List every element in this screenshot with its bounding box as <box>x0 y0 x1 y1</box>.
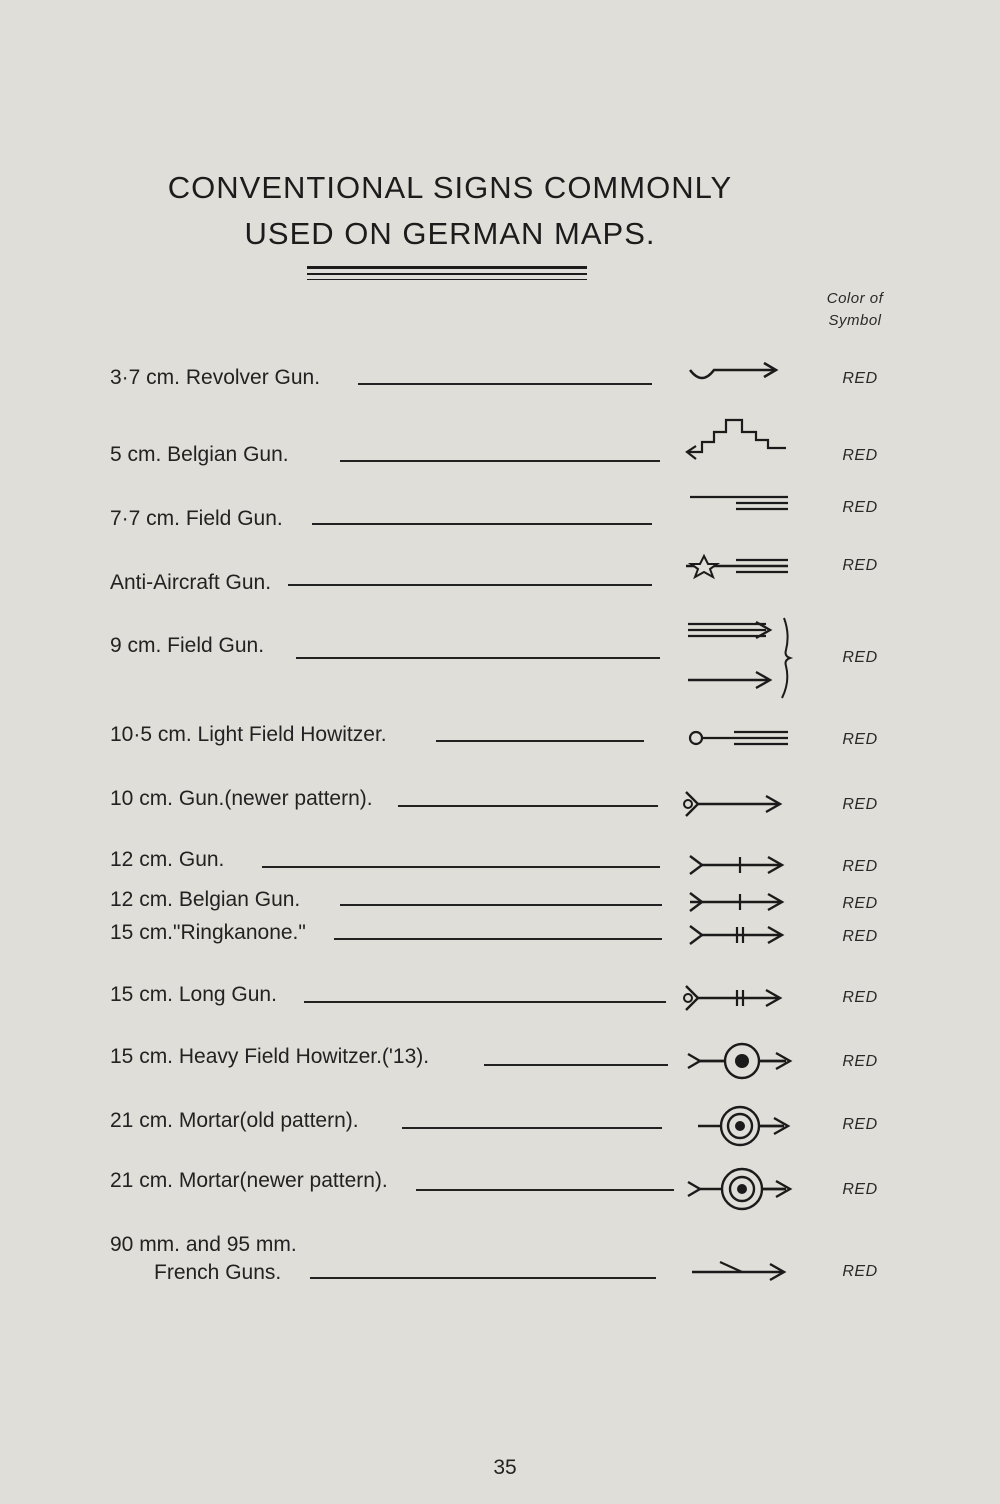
page-number: 35 <box>493 1456 517 1479</box>
leader-line <box>304 1001 666 1003</box>
row-label: 3·7 cm. Revolver Gun. <box>110 366 321 389</box>
leader-line <box>436 740 644 742</box>
page-title-line-2: USED ON GERMAN MAPS. <box>244 216 656 251</box>
row-label: 9 cm. Field Gun. <box>110 634 265 657</box>
leader-line <box>340 904 662 906</box>
symbol-color: RED <box>842 989 878 1006</box>
symbol-color: RED <box>842 928 878 945</box>
row-label: 10·5 cm. Light Field Howitzer. <box>110 723 387 746</box>
french-guns-icon <box>690 1258 790 1286</box>
row-label: 15 cm. Long Gun. <box>110 983 277 1006</box>
nine-cm-field-gun-icon <box>686 614 796 704</box>
row-label-continued: French Guns. <box>154 1261 282 1284</box>
symbol-color: RED <box>842 1181 878 1198</box>
color-column-header-line-2: Symbol <box>828 312 882 329</box>
symbol-color: RED <box>842 731 878 748</box>
color-column-header-line-1: Color of <box>826 290 884 307</box>
leader-line <box>484 1064 668 1066</box>
symbol-color: RED <box>842 499 878 516</box>
row-label: 12 cm. Gun. <box>110 848 225 871</box>
row-label: 10 cm. Gun.(newer pattern). <box>110 787 373 810</box>
row-label: 21 cm. Mortar(old pattern). <box>110 1109 359 1132</box>
leader-line <box>358 383 652 385</box>
symbol-color: RED <box>842 1263 878 1280</box>
mortar-newer-icon <box>686 1166 796 1212</box>
row-label: 15 cm. Heavy Field Howitzer.('13). <box>110 1045 430 1068</box>
symbol-color: RED <box>842 447 878 464</box>
leader-line <box>310 1277 656 1279</box>
ten-cm-gun-icon <box>682 788 786 822</box>
row-label: 5 cm. Belgian Gun. <box>110 443 289 466</box>
leader-line <box>296 657 660 659</box>
ringkanone-icon <box>688 922 788 948</box>
title-rule <box>307 279 587 280</box>
leader-line <box>312 523 652 525</box>
twelve-cm-belgian-gun-icon <box>688 889 788 915</box>
heavy-field-howitzer-icon <box>686 1040 796 1082</box>
title-rule <box>307 273 587 275</box>
mortar-old-icon <box>696 1104 796 1148</box>
long-gun-icon <box>682 982 786 1016</box>
row-label: 21 cm. Mortar(newer pattern). <box>110 1169 388 1192</box>
leader-line <box>402 1127 662 1129</box>
row-label: 7·7 cm. Field Gun. <box>110 507 283 530</box>
symbol-color: RED <box>842 895 878 912</box>
field-gun-icon <box>690 492 790 518</box>
symbol-color: RED <box>842 796 878 813</box>
leader-line <box>398 805 658 807</box>
leader-line <box>416 1189 674 1191</box>
leader-line <box>262 866 660 868</box>
light-field-howitzer-icon <box>688 726 792 750</box>
belgian-gun-icon <box>684 414 794 464</box>
leader-line <box>340 460 660 462</box>
row-label: 12 cm. Belgian Gun. <box>110 888 301 911</box>
symbol-color: RED <box>842 649 878 666</box>
page-title-line-1: CONVENTIONAL SIGNS COMMONLY <box>167 170 733 205</box>
twelve-cm-gun-icon <box>688 852 788 878</box>
symbol-color: RED <box>842 858 878 875</box>
symbol-color: RED <box>842 370 878 387</box>
row-label: 90 mm. and 95 mm. <box>110 1233 297 1256</box>
symbol-color: RED <box>842 557 878 574</box>
title-rule <box>307 266 587 269</box>
row-label: 15 cm."Ringkanone." <box>110 921 306 944</box>
anti-aircraft-gun-icon <box>686 554 790 580</box>
row-label: Anti-Aircraft Gun. <box>110 571 272 594</box>
leader-line <box>288 584 652 586</box>
leader-line <box>334 938 662 940</box>
symbol-color: RED <box>842 1053 878 1070</box>
color-column-header <box>800 288 910 332</box>
symbol-color: RED <box>842 1116 878 1133</box>
revolver-gun-icon <box>688 362 788 392</box>
